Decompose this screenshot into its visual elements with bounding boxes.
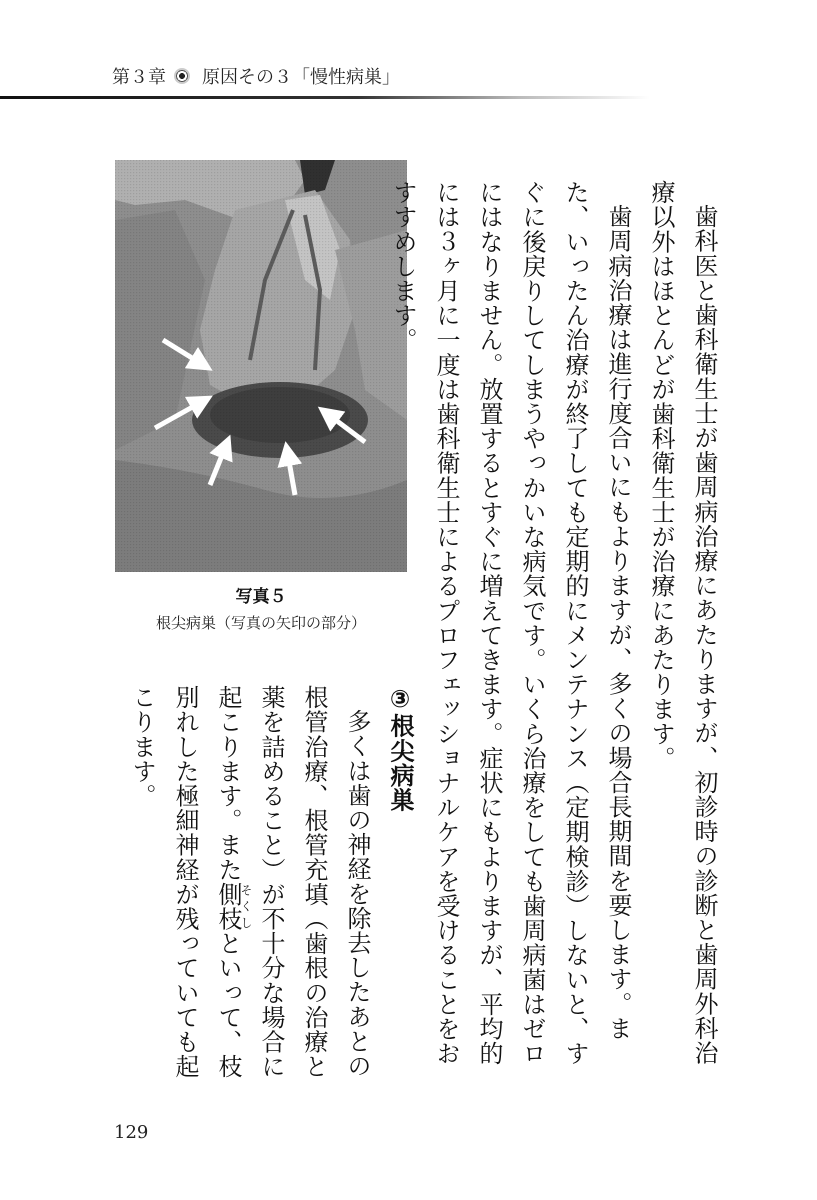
paragraph-text: 多くは歯の神経を除去したあとの根管治療、根管充填（歯根の治療と薬を詰めること）が不十分な場合に起こります。また (214, 685, 371, 1079)
page-number: 129 (114, 1122, 149, 1143)
paragraph: 歯科医と歯科衛生士が歯周病治療にあたりますが、初診時の診断と歯周外科治療以外はほとんどが歯科衛生士が治療にあたります。 (647, 180, 718, 1065)
ruby-word (214, 881, 253, 932)
dental-xray-photo (115, 160, 407, 572)
header-rule (0, 96, 650, 99)
section-heading: ③根尖病巣 (386, 685, 414, 812)
figure-caption: 根尖病巣（写真の矢印の部分） (155, 614, 366, 632)
paragraph (120, 685, 378, 1085)
paragraph: 歯周病治療は進行度合いにもよりますが、多くの場合長期間を要します。また、いったん治療が終了しても定期的にメンテナンス（定期検診）しないと、すぐに後戻りしてしまうやっかいな病気です。いくら治療をしても歯周病菌はゼロにはなりません。放置するとすぐに増えてきます。症状にもよりますが、平均的には３ヶ月に一度は歯科衛生士によるプロフェッショナルケアを受けることをおすすめします。 (389, 180, 632, 1066)
chapter-number: 第３章 (112, 67, 166, 88)
ruby-reading: そくし (239, 881, 253, 931)
ruby-base: 側枝 (214, 881, 242, 932)
chapter-bullet-icon (174, 68, 190, 84)
figure-label: 写真５ (235, 587, 287, 607)
running-head (112, 62, 400, 90)
body-text-lower (120, 685, 421, 1085)
chapter-title: 原因その３「慢性病巣」 (202, 67, 400, 88)
paragraph-text: といって、枝別れした極細神経が残っていても起こります。 (128, 685, 242, 1079)
body-text-upper (381, 180, 725, 1085)
